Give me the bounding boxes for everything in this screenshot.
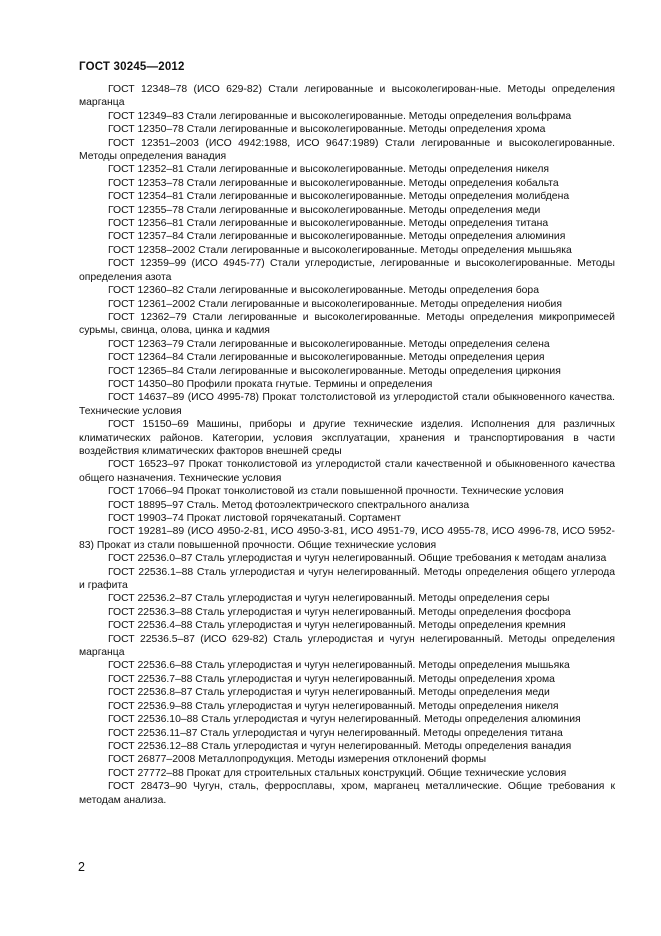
reference-item: ГОСТ 12361–2002 Стали легированные и высоколегированные. Методы определения ниобия <box>108 298 562 310</box>
reference-item: ГОСТ 19281–89 (ИСО 4950-2-81, ИСО 4950-3-81, ИСО 4951-79, ИСО 4955-78, ИСО 4996-78, ИСО 5952-83) Прокат из стали повышенной прочности. Общие технические условия <box>79 526 615 551</box>
reference-item: ГОСТ 28473–90 Чугун, сталь, ферросплавы, хром, марганец металлические. Общие требования к методам анализа. <box>79 781 615 806</box>
reference-item: ГОСТ 22536.8–87 Сталь углеродистая и чугун нелегированный. Методы определения меди <box>108 687 550 699</box>
reference-item: ГОСТ 12363–79 Стали легированные и высоколегированные. Методы определения селена <box>108 338 550 350</box>
reference-item: ГОСТ 26877–2008 Металлопродукция. Методы измерения отклонений формы <box>108 754 487 766</box>
reference-item: ГОСТ 12360–82 Стали легированные и высоколегированные. Методы определения бора <box>108 285 539 297</box>
reference-item: ГОСТ 12365–84 Стали легированные и высоколегированные. Методы определения циркония <box>108 365 561 377</box>
reference-item: ГОСТ 12348–78 (ИСО 629-82) Стали легированные и высоколегирован-ные. Методы определения марганца <box>79 84 615 109</box>
reference-item: ГОСТ 19903–74 Прокат листовой горячекатаный. Сортамент <box>108 513 402 524</box>
reference-item: ГОСТ 12358–2002 Стали легированные и высоколегированные. Методы определения мышьяка <box>108 244 572 256</box>
reference-item: ГОСТ 12355–78 Стали легированные и высоколегированные. Методы определения меди <box>108 204 541 216</box>
reference-item: ГОСТ 22536.1–88 Сталь углеродистая и чугун нелегированный. Методы определения общего углерода и графита <box>79 566 615 592</box>
reference-item: ГОСТ 12357–84 Стали легированные и высоколегированные. Методы определения алюминия <box>108 231 566 243</box>
document-code-header: ГОСТ 30245—2012 <box>79 61 185 73</box>
reference-item: ГОСТ 12353–78 Стали легированные и высоколегированные. Методы определения кобальта <box>108 177 559 189</box>
reference-item: ГОСТ 12350–78 Стали легированные и высоколегированные. Методы определения хрома <box>108 124 546 136</box>
reference-item: ГОСТ 12352–81 Стали легированные и высоколегированные. Методы определения никеля <box>108 164 550 176</box>
reference-item: ГОСТ 12354–81 Стали легированные и высоколегированные. Методы определения молибдена <box>108 191 570 203</box>
reference-item: ГОСТ 22536.4–88 Сталь углеродистая и чугун нелегированный. Методы определения кремния <box>108 620 566 632</box>
reference-item: ГОСТ 12364–84 Стали легированные и высоколегированные. Методы определения церия <box>108 352 545 364</box>
reference-item: ГОСТ 22536.11–87 Сталь углеродистая и чугун нелегированный. Методы определения титана <box>108 727 563 739</box>
reference-item: ГОСТ 22536.5–87 (ИСО 629-82) Сталь углеродистая и чугун нелегированный. Методы определения марганца <box>79 633 615 659</box>
page-number: 2 <box>78 860 85 874</box>
reference-item: ГОСТ 15150–69 Машины, приборы и другие технические изделия. Исполнения для различных климатических районов. Категории, условия эксплуатации, хранения и транспортирования в части воздействия климатических факторов внешней среды <box>79 419 615 457</box>
reference-item: ГОСТ 22536.2–87 Сталь углеродистая и чугун нелегированный. Методы определения серы <box>108 593 550 605</box>
reference-item: ГОСТ 12356–81 Стали легированные и высоколегированные. Методы определения титана <box>108 218 549 230</box>
normative-references-list <box>79 83 615 807</box>
reference-item: ГОСТ 18895–97 Сталь. Метод фотоэлектрического спектрального анализа <box>108 499 470 511</box>
reference-item: ГОСТ 16523–97 Прокат тонколистовой из углеродистой стали качественной и обыкновенного качества общего назначения. Технические условия <box>79 459 615 484</box>
reference-item: ГОСТ 22536.12–88 Сталь углеродистая и чугун нелегированный. Методы определения ванадия <box>108 740 572 752</box>
reference-item: ГОСТ 12351–2003 (ИСО 4942:1988, ИСО 9647:1989) Стали легированные и высоколегированные. Методы определения ванадия <box>79 137 615 163</box>
reference-item: ГОСТ 22536.6–88 Сталь углеродистая и чугун нелегированный. Методы определения мышьяка <box>108 660 570 672</box>
reference-item: ГОСТ 22536.3–88 Сталь углеродистая и чугун нелегированный. Методы определения фосфора <box>108 606 571 618</box>
reference-item: ГОСТ 22536.9–88 Сталь углеродистая и чугун нелегированный. Методы определения никеля <box>108 700 559 712</box>
reference-item: ГОСТ 22536.10–88 Сталь углеродистая и чугун нелегированный. Методы определения алюминия <box>108 714 581 726</box>
reference-item: ГОСТ 22536.7–88 Сталь углеродистая и чугун нелегированный. Методы определения хрома <box>108 673 555 685</box>
reference-item: ГОСТ 17066–94 Прокат тонколистовой из стали повышенной прочности. Технические условия <box>108 486 564 498</box>
reference-item: ГОСТ 14637–89 (ИСО 4995-78) Прокат толстолистовой из углеродистой стали обыкновенного качества. Технические условия <box>79 392 615 417</box>
reference-item: ГОСТ 22536.0–87 Сталь углеродистая и чугун нелегированный. Общие требования к методам анализа <box>108 553 607 565</box>
reference-item: ГОСТ 27772–88 Прокат для строительных стальных конструкций. Общие технические условия <box>108 767 567 779</box>
reference-item: ГОСТ 12359–99 (ИСО 4945-77) Стали углеродистые, легированные и высоколегированные. Методы определения азота <box>79 258 615 283</box>
reference-item: ГОСТ 12349–83 Стали легированные и высоколегированные. Методы определения вольфрама <box>108 110 572 122</box>
reference-item: ГОСТ 14350–80 Профили проката гнутые. Термины и определения <box>108 378 433 390</box>
reference-item: ГОСТ 12362–79 Стали легированные и высоколегированные. Методы определения микропримесей сурьмы, свинца, олова, цинка и кадмия <box>79 311 615 337</box>
